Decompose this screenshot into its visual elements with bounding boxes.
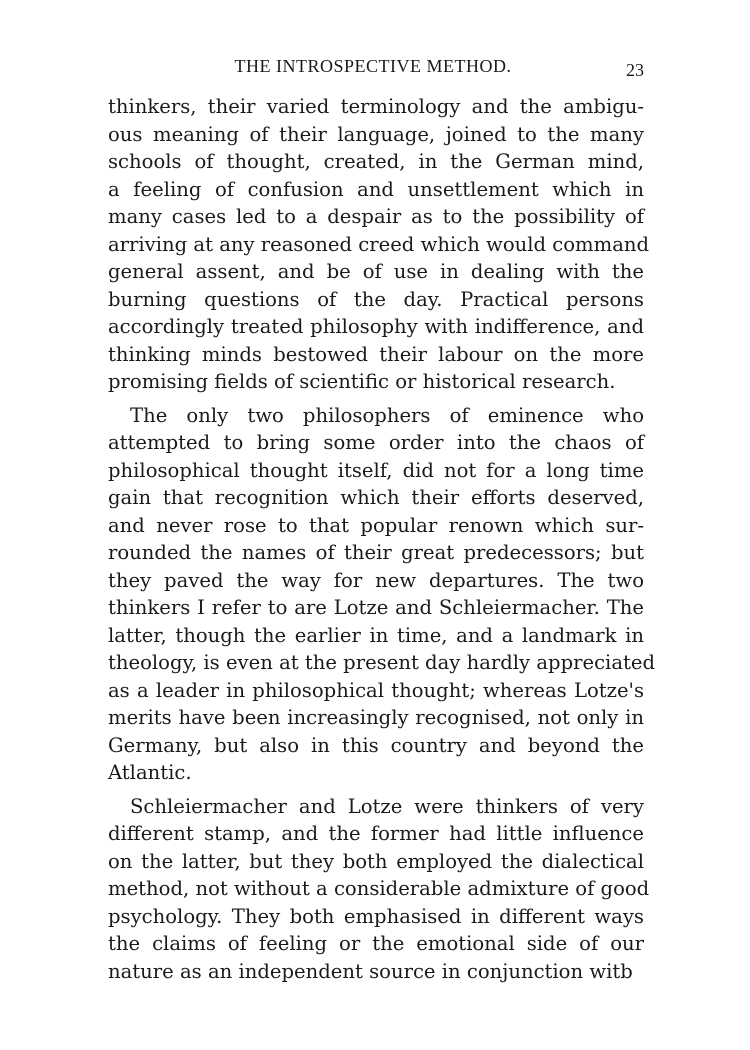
- text-line: general assent, and be of use in dealing with the: [108, 260, 644, 283]
- text-line: Atlantic.: [108, 761, 192, 784]
- text-line: thinkers I refer to are Lotze and Schleiermacher. The: [108, 596, 644, 619]
- text-line: arriving at any reasoned creed which would command: [108, 232, 650, 256]
- text-line: thinkers, their varied terminology and the ambigu-: [108, 95, 644, 118]
- text-line: many cases led to a despair as to the possibility of: [108, 205, 644, 228]
- text-line: latter, though the earlier in time, and a landmark in: [108, 623, 644, 647]
- text-line: as a leader in philosophical thought; whereas Lotze's: [108, 678, 644, 702]
- text-line: they paved the way for new departures. The two: [108, 568, 644, 592]
- text-line: schools of thought, created, in the German mind,: [108, 150, 644, 173]
- text-line: attempted to bring some order into the chaos of: [108, 431, 644, 454]
- text-line: theology, is even at the present day hardly appreciated: [108, 651, 656, 674]
- body-text: [108, 93, 656, 985]
- page-number: 23: [626, 60, 644, 80]
- paragraph: [108, 93, 650, 396]
- text-line: promising fields of scientific or historical research.: [108, 370, 616, 393]
- text-line: rounded the names of their great predecessors; but: [108, 541, 644, 564]
- text-line: The only two philosophers of eminence who: [130, 403, 644, 427]
- paragraph: [108, 793, 650, 986]
- text-line: merits have been increasingly recognised, not only in: [108, 706, 644, 729]
- text-line: Schleiermacher and Lotze were thinkers of very: [130, 794, 644, 818]
- text-line: method, not without a considerable admixture of good: [108, 877, 650, 900]
- text-line: Germany, but also in this country and beyond the: [108, 733, 644, 757]
- text-line: on the latter, but they both employed the dialectical: [108, 849, 644, 873]
- text-line: psychology. They both emphasised in different ways: [108, 904, 644, 928]
- text-line: nature as an independent source in conjunction witb: [108, 959, 633, 983]
- text-line: different stamp, and the former had little influence: [108, 822, 644, 845]
- paragraph: [108, 402, 656, 787]
- text-line: thinking minds bestowed their labour on the more: [108, 342, 644, 366]
- running-title: THE INTROSPECTIVE METHOD.: [234, 56, 512, 76]
- text-line: and never rose to that popular renown which sur-: [108, 513, 644, 537]
- running-header: [108, 54, 644, 84]
- text-line: gain that recognition which their efforts deserved,: [108, 486, 644, 509]
- text-line: ous meaning of their language, joined to the many: [108, 122, 644, 146]
- text-line: a feeling of confusion and unsettlement which in: [108, 177, 644, 201]
- text-line: philosophical thought itself, did not for a long time: [108, 458, 644, 482]
- text-line: accordingly treated philosophy with indifference, and: [108, 315, 644, 338]
- text-line: the claims of feeling or the emotional side of our: [108, 932, 644, 955]
- text-line: burning questions of the day. Practical persons: [108, 287, 644, 311]
